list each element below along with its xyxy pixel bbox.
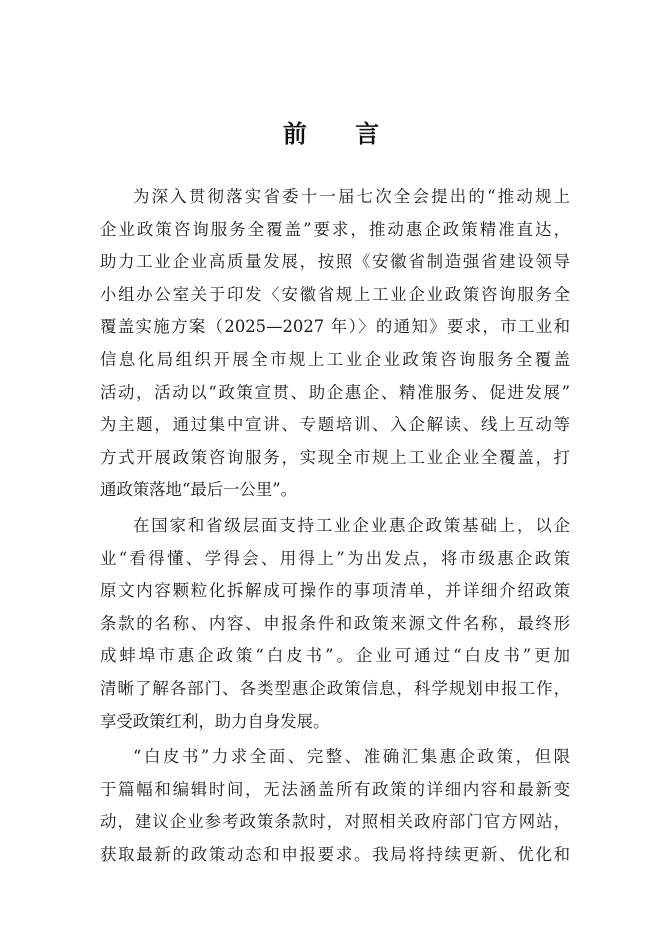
- text-line: 享受政策红利，助力自身发展。: [100, 711, 330, 731]
- preface-body: [100, 181, 570, 871]
- text-line: 在国家和省级层面支持工业企业惠企政策基础上，以企: [133, 515, 570, 535]
- text-line: 业“看得懂、学得会、用得上”为出发点，将市级惠企政策: [100, 548, 570, 568]
- paragraph-2: [100, 510, 570, 738]
- text-line: 清晰了解各部门、各类型惠企政策信息，科学规划申报工作，: [100, 678, 570, 698]
- text-line: 小组办公室关于印发〈安徽省规上工业企业政策咨询服务全: [100, 284, 570, 304]
- text-line: 于篇幅和编辑时间，无法涵盖所有政策的详细内容和最新变: [100, 779, 570, 799]
- text-line: 原文内容颗粒化拆解成可操作的事项清单，并详细介绍政策: [100, 581, 570, 601]
- text-line: 通政策落地“最后一公里”。: [100, 480, 298, 500]
- text-line: 为深入贯彻落实省委十一届七次全会提出的“推动规上: [133, 187, 570, 206]
- text-line: “白皮书”力求全面、完整、准确汇集惠企政策，但限: [133, 747, 570, 767]
- page-title: 前 言: [282, 119, 400, 148]
- text-line: 活动，活动以“政策宣贯、助企惠企、精准服务、促进发展”: [100, 382, 570, 402]
- text-line: 信息化局组织开展全市规上工业企业政策咨询服务全覆盖: [100, 349, 570, 369]
- text-line: 动，建议企业参考政策条款时，对照相关政府部门官方网站，: [100, 812, 570, 832]
- text-line: 覆盖实施方案（2025—2027 年）〉的通知》要求，市工业和: [100, 317, 570, 337]
- text-line: 条款的名称、内容、申报条件和政策来源文件名称，最终形: [100, 613, 570, 633]
- text-line: 成蚌埠市惠企政策“白皮书”。企业可通过“白皮书”更加: [100, 646, 570, 666]
- text-line: 为主题，通过集中宣讲、专题培训、入企解读、线上互动等: [100, 415, 570, 435]
- text-line: 助力工业企业高质量发展，按照《安徽省制造强省建设领导: [100, 252, 570, 272]
- text-line: 企业政策咨询服务全覆盖”要求，推动惠企政策精准直达，: [100, 219, 570, 239]
- text-line: 获取最新的政策动态和申报要求。我局将持续更新、优化和: [100, 844, 570, 864]
- text-line: 方式开展政策咨询服务，实现全市规上工业企业全覆盖，打: [100, 447, 570, 467]
- paragraph-1: [100, 181, 570, 507]
- paragraph-3: [100, 741, 570, 871]
